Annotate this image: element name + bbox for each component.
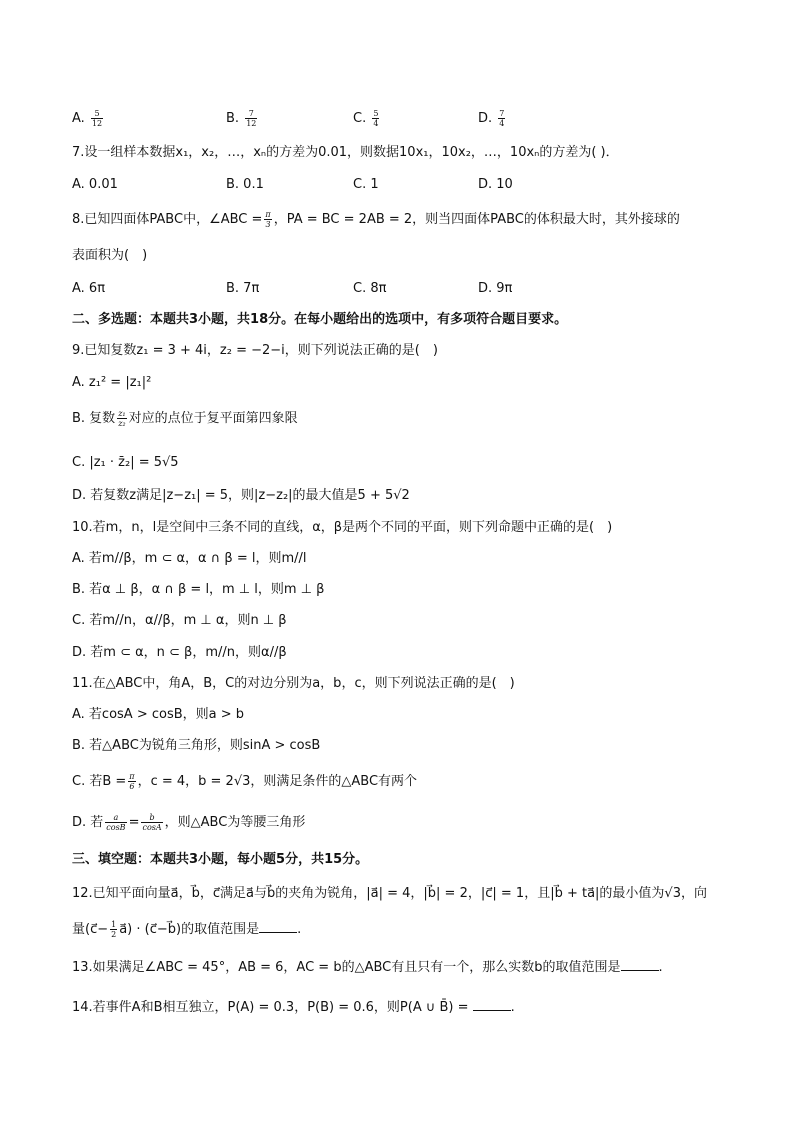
q10-option-c: C. 若m//n，α//β，m ⊥ α，则n ⊥ β: [72, 613, 287, 628]
q12-answer-blank[interactable]: [259, 918, 297, 933]
q9-option-c: C. |z₁ · z̄₂| = 5√5: [72, 455, 179, 470]
q7-option-c: C. 1: [353, 177, 379, 192]
q14-stem: 14.若事件A和B相互独立，P(A) = 0.3，P(B) = 0.6，则P(A ∪ B̄) = .: [72, 996, 734, 1018]
q12-stem: 12.已知平面向量a⃗，b⃗，c⃗满足a⃗与b⃗的夹角为锐角，|a⃗| = 4，|b⃗| = 2，|c⃗| = 1，且|b⃗ + ta⃗|的最小值为√3，向: [72, 886, 707, 901]
q13-answer-blank[interactable]: [621, 956, 659, 971]
q14-answer-blank[interactable]: [473, 996, 511, 1011]
q8-option-b: B. 7π: [226, 281, 260, 296]
q8-option-d: D. 9π: [478, 281, 513, 296]
q6-option-b: B. $\frac{7}{12}$: [226, 109, 257, 128]
q10-option-b: B. 若α ⊥ β，α ∩ β = l，m ⊥ l，则m ⊥ β: [72, 582, 325, 597]
section-heading-multiple-choice: 二、多选题：本题共3小题，共18分。在每小题给出的选项中，有多项符合题目要求。: [72, 312, 568, 327]
q11-option-b: B. 若△ABC为锐角三角形，则sinA > cosB: [72, 738, 321, 753]
q7-option-b: B. 0.1: [226, 177, 264, 192]
q7-option-d: D. 10: [478, 177, 513, 192]
q10-stem: 10.若m，n，l是空间中三条不同的直线，α，β是两个不同的平面，则下列命题中正确的是( ): [72, 520, 613, 535]
q12-stem-cont: 量(c⃗− $\frac{1}{2}$ a⃗) · (c⃗−b⃗)的取值范围是 .: [72, 920, 302, 939]
q6-options: [72, 108, 732, 130]
q6-option-c: C. $\frac{5}{4}$: [353, 109, 379, 128]
q6-option-a: A. $\frac{5}{12}$: [72, 109, 103, 128]
q11-option-d: D. 若 $\frac{a}{\cos B}$ = $\frac{b}{\cos A}$ ，则△ABC为等腰三角形: [72, 813, 306, 832]
q9-option-d: D. 若复数z满足|z−z₁| = 5，则|z−z₂|的最大值是5 + 5√2: [72, 488, 410, 503]
q9-option-a: A. z₁² = |z₁|²: [72, 375, 152, 390]
q7-option-a: A. 0.01: [72, 177, 118, 192]
q11-option-a: A. 若cosA > cosB，则a > b: [72, 707, 245, 722]
q7-stem: 7.设一组样本数据x₁，x₂，…，xₙ的方差为0.01，则数据10x₁，10x₂，…，10xₙ的方差为( )．: [72, 145, 619, 160]
q9-option-b: B. 复数 $\frac{\text{z₁}}{\text{z₂}}$ 对应的点位于复平面第四象限: [72, 409, 298, 428]
q8-stem: 8.已知四面体PABC中，∠ABC = $\frac{\pi}{3}$ ，PA = BC = 2AB = 2，则当四面体PABC的体积最大时，其外接球的: [72, 210, 680, 229]
q6-option-d: D. $\frac{7}{4}$: [478, 109, 505, 128]
q10-option-d: D. 若m ⊂ α，n ⊂ β，m//n，则α//β: [72, 645, 287, 660]
q8-option-c: C. 8π: [353, 281, 387, 296]
q13-stem: 13.如果满足∠ABC = 45°，AB = 6，AC = b的△ABC有且只有一个，那么实数b的取值范围是 .: [72, 956, 734, 978]
q8-option-a: A. 6π: [72, 281, 106, 296]
q7-options: [72, 174, 732, 196]
q10-option-a: A. 若m//β，m ⊂ α，α ∩ β = l，则m//l: [72, 551, 307, 566]
q8-options: [72, 278, 732, 300]
q8-stem-cont: 表面积为( ): [72, 248, 148, 263]
q9-stem: 9.已知复数z₁ = 3 + 4i，z₂ = −2−i，则下列说法正确的是( ): [72, 343, 438, 358]
q11-option-c: C. 若B = $\frac{\pi}{6}$ ，c = 4，b = 2√3，则满足条件的△ABC有两个: [72, 772, 418, 791]
section-heading-fill-in: 三、填空题：本题共3小题，每小题5分，共15分。: [72, 852, 369, 867]
q11-stem: 11.在△ABC中，角A，B，C的对边分别为a，b，c，则下列说法正确的是( ): [72, 676, 515, 691]
